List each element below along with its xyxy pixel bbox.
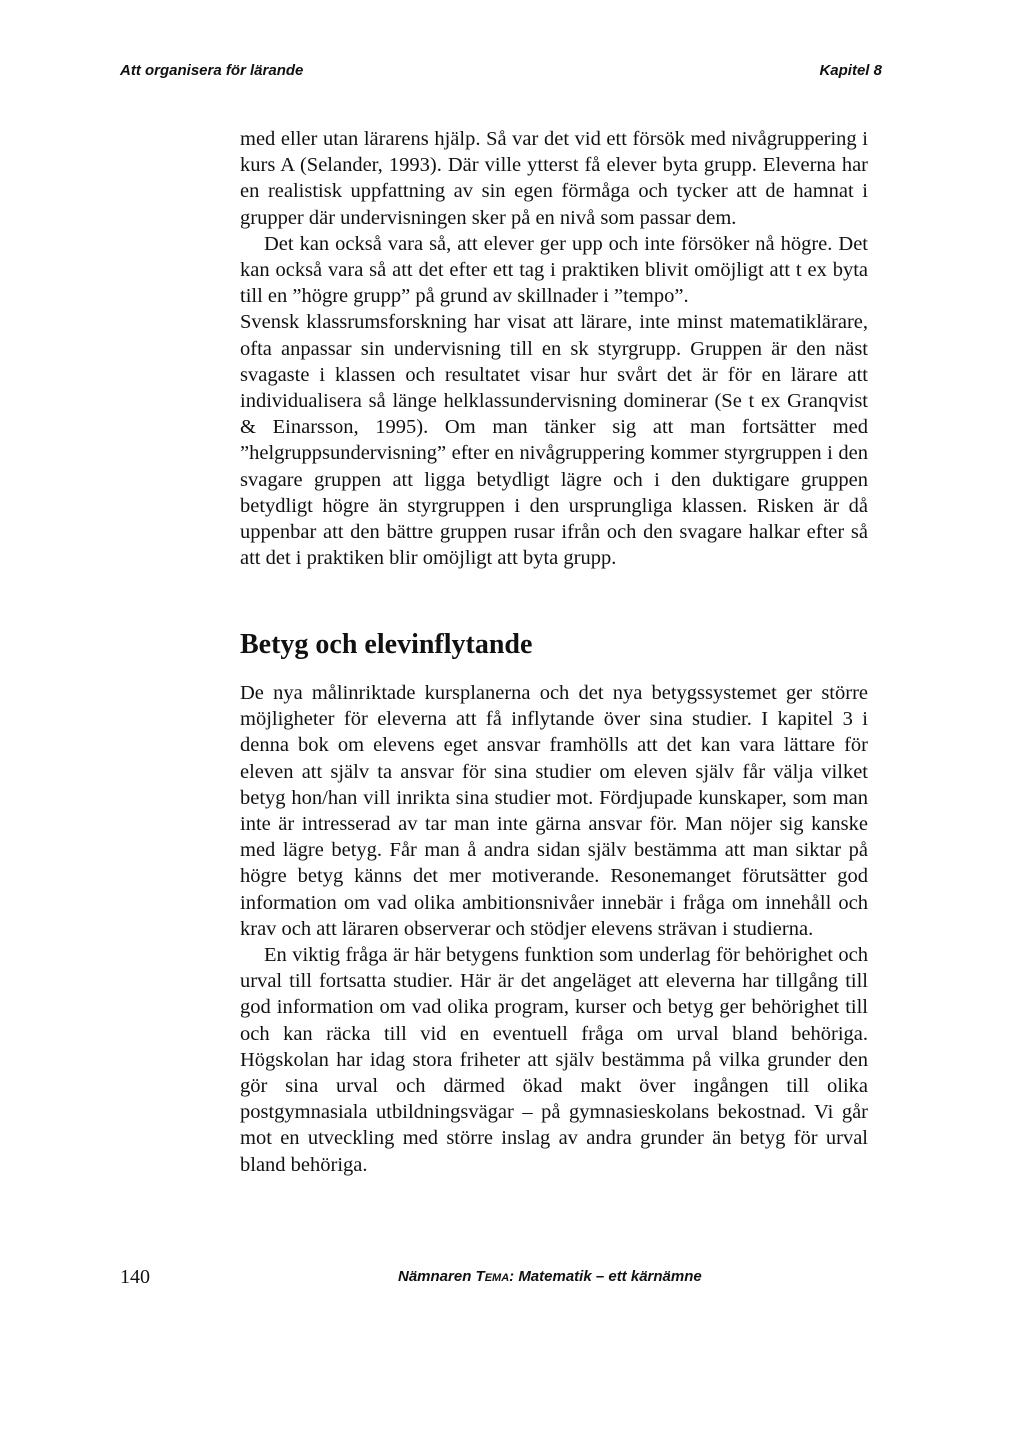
paragraph: De nya målinriktade kursplanerna och det nya betygssystemet ger större möjligheter för eleverna att få inflytande över sina studier. I kapitel 3 i denna bok om elevens eget ansvar framhölls att det kan vara lättare för eleven att själv ta ansvar för sina studier om eleven själv får välja vilket betyg hon/han vill inrikta sina studier mot. Fördjupade kunskaper, som man inte är intresserad av tar man inte gärna ansvar för. Man nöjer sig kanske med lägre betyg. Får man å andra sidan själv bestämma att man siktar på högre betyg känns det mer motiverande. Resonemanget förutsätter god information om vad olika ambitionsnivåer innebär i fråga om innehåll och krav och att läraren observerar och stödjer elevens strävan i studierna. — [240, 682, 868, 940]
footer-publication-title — [398, 1268, 702, 1285]
footer-series: Tema: — [475, 1268, 515, 1285]
footer-title: Matematik – ett kärnämne — [518, 1268, 702, 1285]
body-section-1 — [240, 126, 868, 571]
page-number: 140 — [120, 1266, 150, 1288]
paragraph: Det kan också vara så, att elever ger upp och inte försöker nå högre. Det kan också vara så att det efter ett tag i praktiken blivit omöjligt att t ex byta till en ”högre grupp” på grund av skillnader i ”tempo”. — [240, 232, 868, 308]
footer-publication: Nämnaren — [398, 1268, 472, 1285]
paragraph: Svensk klassrumsforskning har visat att lärare, inte minst matematiklärare, ofta anpassar sin undervisning till en sk styrgrupp. Gruppen är den näst svagaste i klassen och resultatet visar hur svårt det är för en lärare att individualisera så länge helklassundervisning dominerar (Se t ex Granqvist & Einarsson, 1995). Om man tänker sig att man fortsätter med ”helgruppsundervisning” efter en nivågruppering kommer styrgruppen i den svagare gruppen att ligga betydligt lägre och i den duktigare gruppen betydligt högre än styrgruppen i den ursprungliga klassen. Risken är då uppenbar att den bättre gruppen rusar ifrån och den svagare halkar efter så att det i praktiken blir omöjligt att byta grupp. — [240, 311, 868, 570]
running-head-left: Att organisera för lärande — [120, 62, 304, 79]
section-heading: Betyg och elevinflytande — [240, 629, 533, 660]
paragraph: En viktig fråga är här betygens funktion som underlag för behörighet och urval till fortsatta studier. Här är det angeläget att eleverna har tillgång till god information om vad olika program, kurser och betyg ger behörighet till och kan räcka till vid en eventuell fråga om urval bland behöriga. Högskolan har idag stora friheter att själv bestämma på vilka grunder den gör sina urval och därmed ökad makt över ingången till olika postgymnasiala utbildningsvägar – på gymnasieskolans bekostnad. Vi går mot en utveckling med större inslag av andra grunder än betyg för urval bland behöriga. — [240, 944, 868, 1176]
paragraph: med eller utan lärarens hjälp. Så var det vid ett försök med nivågruppering i kurs A (Selander, 1993). Där ville ytterst få elever byta grupp. Eleverna har en realistisk uppfattning av sin egen förmåga och tycker att de hamnat i grupper där undervisningen sker på en nivå som passar dem. — [240, 128, 868, 229]
body-section-2 — [240, 680, 868, 1178]
running-head-right: Kapitel 8 — [819, 62, 882, 79]
